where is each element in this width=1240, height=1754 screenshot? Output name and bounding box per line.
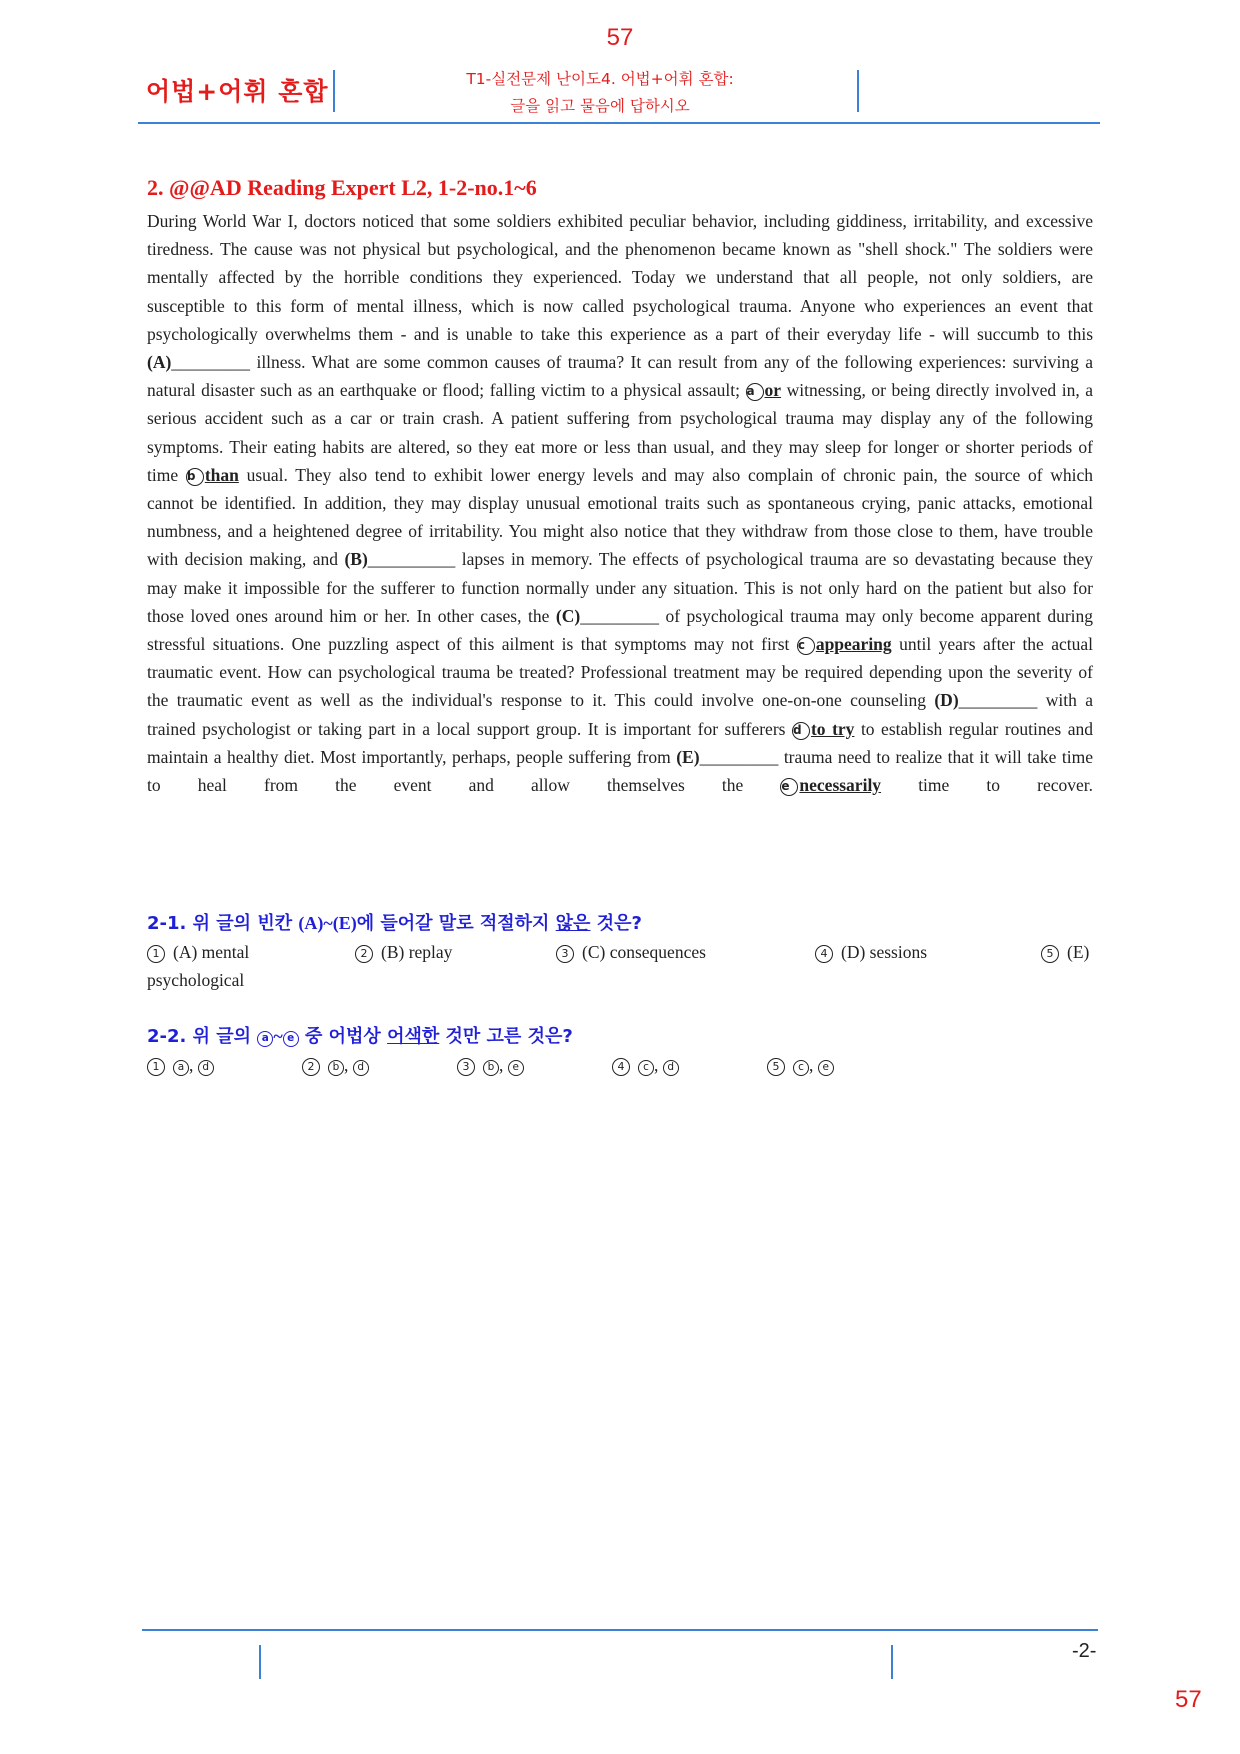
option-text: (D) sessions [841, 942, 928, 962]
q22-head-tilde: ~ [273, 1026, 283, 1046]
question-2-1-heading [147, 909, 642, 935]
page-number-bottom: 57 [1175, 1686, 1202, 1713]
blank-d-label: (D) [934, 690, 959, 711]
option-marker: d [663, 1060, 679, 1076]
question-2-2-heading [147, 1022, 573, 1048]
marker-c: c [797, 637, 815, 655]
option-number: 4 [612, 1058, 630, 1076]
blank-d-line: _________ [958, 690, 1038, 711]
option-marker: a [173, 1060, 189, 1076]
page-number-top: 57 [606, 24, 634, 51]
header-subtitle [340, 66, 860, 120]
option-number: 5 [1041, 945, 1059, 963]
q21-head-range: (A)~(E) [298, 913, 357, 933]
option-4[interactable] [815, 942, 927, 963]
option-number: 4 [815, 945, 833, 963]
footer-page-label: -2- [1072, 1640, 1097, 1662]
underlined-word-a: or [764, 380, 782, 401]
option-5[interactable] [1041, 942, 1089, 963]
option-1[interactable]: 1 a , d [147, 1055, 214, 1076]
footer-divider-right [891, 1645, 893, 1679]
header-rule [138, 122, 1100, 124]
q22-head-text: 2-2. 위 글의 [147, 1026, 258, 1047]
underlined-word-c: appearing [815, 634, 892, 655]
blank-a-line: _________ [171, 352, 251, 373]
header-divider-left [333, 70, 335, 112]
blank-a-label: (A) [147, 352, 172, 373]
marker-a: a [746, 383, 764, 401]
option-3[interactable]: 3 b , e [457, 1055, 524, 1076]
question-2-2-options [147, 1055, 1093, 1085]
option-2[interactable] [355, 942, 452, 963]
header-subtitle-line1: T1-실전문제 난이도4. 어법+어휘 혼합: [466, 70, 734, 88]
option-text: (E) [1067, 942, 1090, 962]
option-marker: d [353, 1060, 369, 1076]
footer-divider-left [259, 1645, 261, 1679]
header-subtitle-line2: 글을 읽고 물음에 답하시오 [510, 97, 690, 115]
underlined-word-e: necessarily [799, 775, 882, 796]
option-marker: b [328, 1060, 344, 1076]
q22-head-marker: e [283, 1031, 299, 1047]
blank-e-line: _________ [699, 746, 779, 767]
passage-text: to establish regular routines and maintain a healthy diet. Most importantly, perhaps, people suffering from [147, 718, 1094, 767]
passage-text: with a trained psychologist or taking part in a local support group. It is important for sufferers [147, 690, 1094, 739]
blank-b-line: __________ [367, 549, 456, 570]
passage-text: until years after the actual traumatic event. How can psychological trauma be treated? Professional treatment may be required depending upon the severity of the traumatic event as well as the individual's response to it. This could involve one-on-one counseling [147, 634, 1094, 711]
option-number: 1 [147, 945, 165, 963]
option-marker: b [483, 1060, 499, 1076]
option-marker: c [793, 1060, 809, 1076]
passage-text: usual. They also tend to exhibit lower energy levels and may also complain of chronic pain, the source of which cannot be identified. In addition, they may display unusual emotional traits such as spontaneous crying, panic attacks, emotional numbness, and a heightened degree of irritability. You might also notice that they withdraw from those close to them, have trouble with decision making, and [147, 464, 1093, 570]
passage-text: trauma need to realize that it will take time to heal from the event and allow themselves the [147, 746, 1094, 796]
marker-e: e [780, 778, 798, 796]
passage-text: During World War I, doctors noticed that some soldiers exhibited peculiar behavior, including giddiness, irritability, and excessive tiredness. The cause was not physical but psychological, and the phenomenon became known as "shell shock." The soldiers were mentally affected by the horrible conditions they experienced. Today we understand that all people, not only soldiers, are susceptible to this form of mental illness, which is now called psychological trauma. Anyone who experiences an event that psychologically overwhelms them - and is unable to take this experience as a part of their everyday life - will succumb to this [147, 211, 1093, 344]
option-text: (B) replay [381, 942, 453, 962]
option-1[interactable] [147, 942, 249, 963]
option-number: 3 [457, 1058, 475, 1076]
option-marker: d [198, 1060, 214, 1076]
blank-c-label: (C) [555, 605, 581, 626]
option-marker: c [638, 1060, 654, 1076]
header-divider-right [857, 70, 859, 112]
q21-head-text: 것은? [590, 913, 642, 934]
option-3[interactable] [556, 942, 706, 963]
blank-c-line: _________ [580, 605, 659, 626]
option-number: 5 [767, 1058, 785, 1076]
option-marker: e [818, 1060, 834, 1076]
passage-text: time to recover. [918, 775, 1094, 796]
q21-head-text: 2-1. 위 글의 빈칸 [147, 913, 299, 934]
option-4[interactable]: 4 c , d [612, 1055, 679, 1076]
passage-text: of psychological trauma may only become apparent during stressful situations. One puzzling aspect of this ailment is that symptoms may not first [147, 605, 1094, 655]
marker-b: b [186, 468, 204, 486]
blank-b-label: (B) [344, 549, 368, 570]
passage-text: lapses in memory. The effects of psychological trauma are so devastating because they may make it impossible for the sufferer to function normally under any situation. This is not only hard on the patient but also for those loved ones around him or her. In other cases, the [147, 549, 1093, 626]
q21-head-emphasis: 않은 [555, 913, 591, 934]
option-number: 2 [355, 945, 373, 963]
question-2-1-options [147, 942, 1093, 1002]
option-text: (C) consequences [582, 942, 706, 962]
option-text: (A) mental [173, 942, 250, 962]
underlined-word-d: to try [810, 718, 855, 739]
header-title: 어법+어휘 혼합 [146, 77, 329, 106]
option-5-continuation: psychological [147, 970, 245, 990]
question-title: 2. @@AD Reading Expert L2, 1-2-no.1~6 [147, 175, 537, 200]
passage-text: witnessing, or being directly involved in, a serious accident such as a car or train crash. A patient suffering from psychological trauma may display any of the following symptoms. Their eating habits are altered, so they eat more or less than usual, and they may sleep for longer or shorter periods of time [147, 380, 1093, 485]
option-number: 2 [302, 1058, 320, 1076]
passage-text: illness. What are some common causes of trauma? It can result from any of the following experiences: surviving a natural disaster such as an earthquake or flood; falling victim to a physical assault; [147, 352, 1093, 401]
option-number: 1 [147, 1058, 165, 1076]
q22-head-text: 것만 고른 것은? [439, 1026, 573, 1047]
option-number: 3 [556, 945, 574, 963]
q22-head-emphasis: 어색한 [387, 1026, 440, 1047]
marker-d: d [792, 722, 810, 740]
footer-rule [142, 1629, 1098, 1631]
option-2[interactable]: 2 b , d [302, 1055, 369, 1076]
underlined-word-b: than [204, 464, 239, 485]
blank-e-label: (E) [676, 746, 700, 767]
q22-head-text: 중 어법상 [298, 1026, 388, 1047]
passage [147, 207, 1093, 799]
option-5[interactable]: 5 c , e [767, 1055, 834, 1076]
q21-head-text: 에 들어갈 말로 적절하지 [356, 913, 556, 934]
q22-head-marker: a [257, 1031, 273, 1047]
option-marker: e [508, 1060, 524, 1076]
